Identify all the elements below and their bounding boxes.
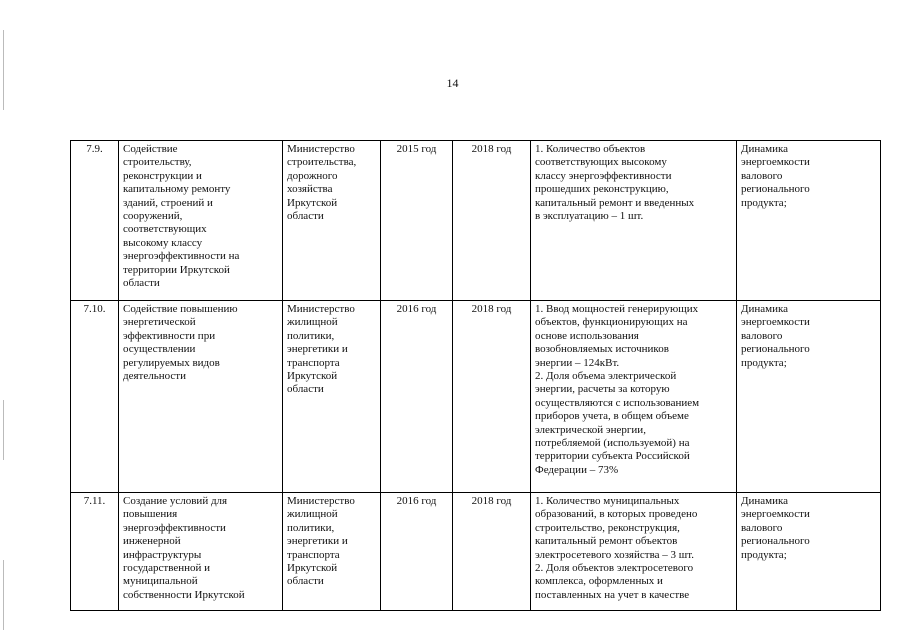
program-measures-table bbox=[70, 140, 881, 611]
measure-number: 7.11. bbox=[71, 493, 119, 611]
measure-end-year: 2018 год bbox=[453, 301, 531, 493]
measure-name: Содействие повышению энергетической эффективности при осуществлении регулируемых видов деятельности bbox=[119, 301, 283, 493]
measure-result: Динамика энергоемкости валового регионального продукта; bbox=[737, 141, 881, 301]
measure-executor: Министерство жилищной политики, энергетики и транспорта Иркутской области bbox=[283, 301, 381, 493]
measure-result: Динамика энергоемкости валового регионального продукта; bbox=[737, 301, 881, 493]
measure-start-year: 2016 год bbox=[381, 301, 453, 493]
measure-end-year: 2018 год bbox=[453, 141, 531, 301]
table-row bbox=[71, 141, 881, 301]
measure-result: Динамика энергоемкости валового регионального продукта; bbox=[737, 493, 881, 611]
measure-number: 7.9. bbox=[71, 141, 119, 301]
measure-executor: Министерство строительства, дорожного хозяйства Иркутской области bbox=[283, 141, 381, 301]
measure-indicators: 1. Количество объектов соответствующих высокому классу энергоэффективности прошедших реконструкцию, капитальный ремонт и введенных в эксплуатацию – 1 шт. bbox=[531, 141, 737, 301]
measure-indicators: 1. Ввод мощностей генерирующих объектов, функционирующих на основе использования возобновляемых источников энергии – 124кВт. 2. Доля объема электрической энергии, расчеты за которую осуществляются с использованием приборов учета, в общем объеме электрической энергии, потребляемой (используемой) на территории субъекта Российской Федерации – 73% bbox=[531, 301, 737, 493]
measure-name: Содействие строительству, реконструкции и капитальному ремонту зданий, строений и сооружений, соответствующих высокому классу энергоэффективности на территории Иркутской области bbox=[119, 141, 283, 301]
table-row bbox=[71, 493, 881, 611]
measure-name: Создание условий для повышения энергоэффективности инженерной инфраструктуры государственной и муниципальной собственности Иркутской bbox=[119, 493, 283, 611]
measure-executor: Министерство жилищной политики, энергетики и транспорта Иркутской области bbox=[283, 493, 381, 611]
measure-end-year: 2018 год bbox=[453, 493, 531, 611]
page-number: 14 bbox=[446, 76, 459, 90]
scan-edge-mark-middle bbox=[3, 400, 4, 460]
table-row bbox=[71, 301, 881, 493]
scan-edge-mark-top bbox=[3, 30, 4, 110]
measure-indicators: 1. Количество муниципальных образований, в которых проведено строительство, реконструкция, капитальный ремонт объектов электросетевого хозяйства – 3 шт. 2. Доля объектов электросетевого комплекса, оформленных и поставленных на учет в качестве bbox=[531, 493, 737, 611]
measure-start-year: 2016 год bbox=[381, 493, 453, 611]
measure-start-year: 2015 год bbox=[381, 141, 453, 301]
measure-number: 7.10. bbox=[71, 301, 119, 493]
scan-edge-mark-bottom bbox=[3, 560, 4, 630]
